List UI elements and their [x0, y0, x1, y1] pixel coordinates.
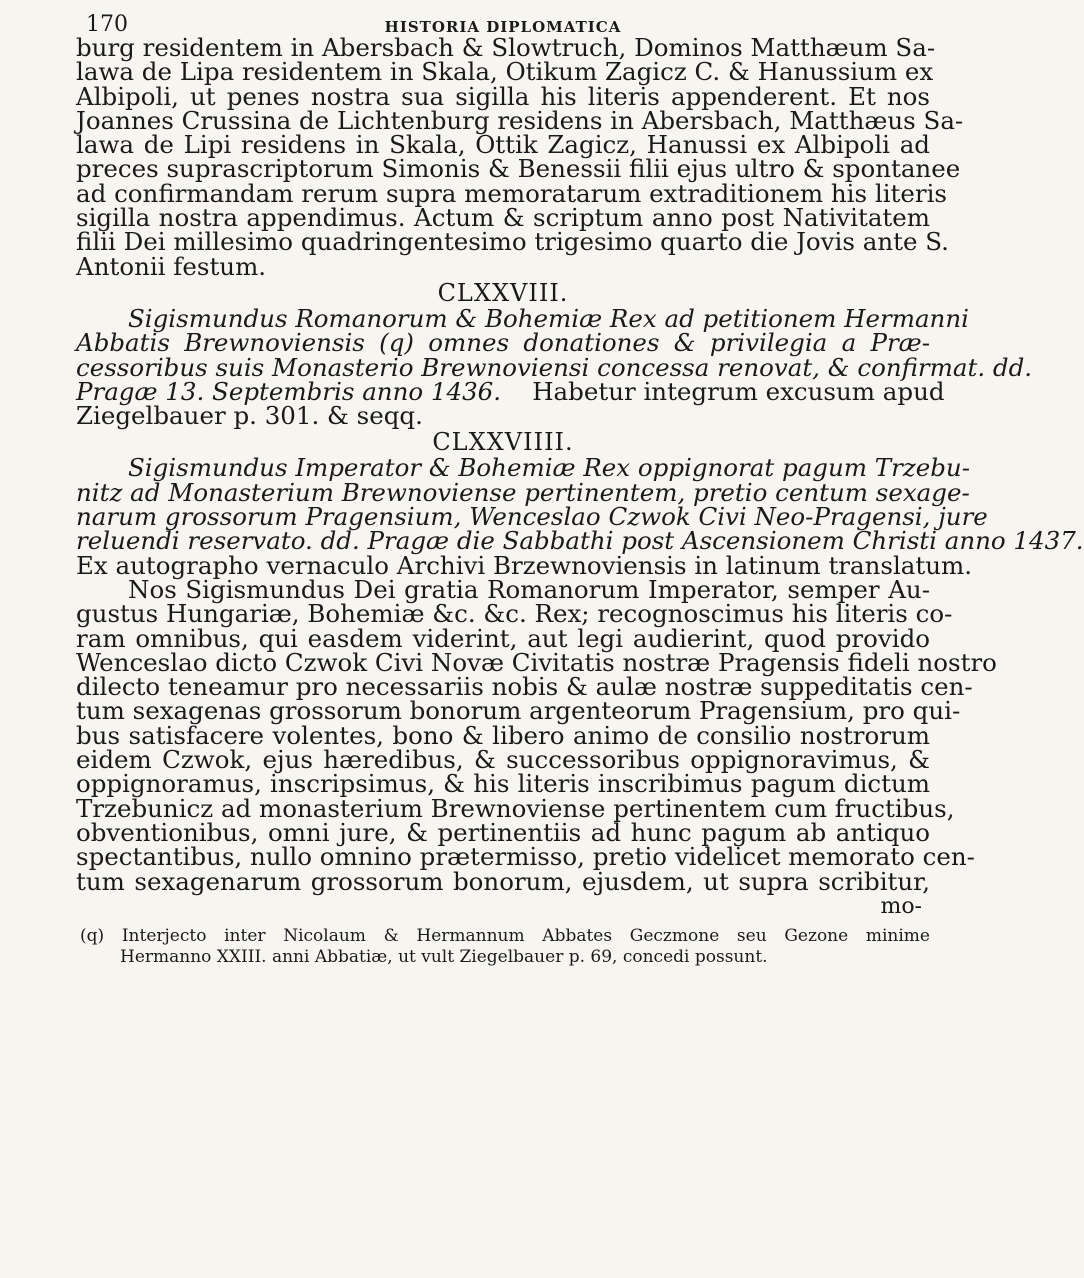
text-line: bus satisfacere volentes, bono & libero animo de consilio nostrorum [76, 720, 930, 750]
summary-line: Sigismundus Romanorum & Bohemiæ Rex ad petitionem Hermanni [128, 303, 969, 333]
text-line: Albipoli, ut penes nostra sua sigilla his literis appenderent. Et nos [76, 81, 930, 111]
top-paragraph [76, 33, 964, 281]
text-line: burg residentem in Abersbach & Slowtruch, Dominos Matthæum Sa- [76, 33, 936, 62]
reference-note-line: Ziegelbauer p. 301. & seqq. [76, 401, 423, 431]
text-line: eidem Czwok, ejus hæredibus, & successoribus oppignoravimus, & [76, 745, 930, 775]
text-line: sigilla nostra appendimus. Actum & scriptum anno post Nativitatem [76, 203, 930, 233]
section-summary-179 [76, 453, 1084, 556]
section-heading-178: CLXXVIII. [437, 278, 569, 307]
section-heading-179: CLXXVIIII. [432, 428, 574, 457]
running-head [76, 6, 930, 36]
text-line: preces suprascriptorum Simonis & Benessii filii ejus ultro & spontanee [76, 154, 961, 184]
footnote-line: (q) Interjecto inter Nicolaum & Hermannum Abbates Geczmone seu Gezone minime [80, 925, 930, 946]
text-line: Wenceslao dicto Czwok Civi Novæ Civitatis nostræ Pragensis fideli nostro [76, 647, 997, 677]
text-line: oppignoramus, inscripsimus, & his literis inscribimus pagum dictum [76, 769, 930, 799]
text-line: Trzebunicz ad monasterium Brewnoviense pertinentem cum fructibus, [76, 793, 955, 823]
page-number: 170 [86, 12, 128, 37]
summary-line: Abbatis Brewnoviensis (q) omnes donationes & privilegia a Præ- [76, 328, 930, 358]
catchword: mo- [880, 893, 922, 919]
text-line: ram omnibus, qui easdem viderint, aut legi audierint, quod provido [76, 623, 930, 653]
source-line: Ex autographo vernaculo Archivi Brzewnoviensis in latinum translatum. [76, 550, 973, 580]
text-line: dilecto teneamur pro necessariis nobis & aulæ nostræ suppeditatis cen- [76, 672, 973, 702]
text-line: Antonii festum. [76, 251, 267, 281]
footnote-line: Hermanno XXIII. anni Abbatiæ, ut vult Ziegelbauer p. 69, concedi possunt. [120, 946, 768, 967]
summary-line: nitz ad Monasterium Brewnoviense pertinentem, pretio centum sexage- [76, 477, 970, 507]
summary-line: reluendi reservato. dd. Pragæ die Sabbathi post Ascensionem Christi anno 1437. [76, 526, 1084, 556]
text-line: ad confirmandam rerum supra memoratarum extraditionem his literis [76, 178, 948, 208]
text-line: spectantibus, nullo omnino prætermisso, pretio videlicet memorato cen- [76, 842, 975, 872]
footnote-block [76, 926, 930, 968]
section-summary-178 [76, 303, 1033, 431]
summary-date: Pragæ 13. Septembris anno 1436. [76, 376, 502, 406]
text-line: Joannes Crussina de Lichtenburg residens in Abersbach, Matthæus Sa- [76, 105, 964, 135]
text-line: obventionibus, omni jure, & pertinentiis ad hunc pagum ab antiquo [76, 817, 930, 847]
text-line: lawa de Lipa residentem in Skala, Otikum Zagicz C. & Hanussium ex [76, 57, 934, 87]
text-line: lawa de Lipi residens in Skala, Ottik Zagicz, Hanussi ex Albipoli ad [76, 130, 930, 160]
running-title: HISTORIA DIPLOMATICA [384, 18, 622, 36]
text-line: filii Dei millesimo quadringentesimo trigesimo quarto die Jovis ante S. [76, 227, 949, 257]
reference-note: Habetur integrum excusum apud [532, 376, 945, 406]
charter-text [76, 550, 997, 896]
summary-line: narum grossorum Pragensium, Wenceslao Czwok Civi Neo-Pragensi, jure [76, 502, 988, 532]
summary-line: cessoribus suis Monasterio Brewnoviensi concessa renovat, & confirmat. dd. [76, 352, 1033, 382]
text-line: tum sexagenas grossorum bonorum argenteorum Pragensium, pro qui- [76, 696, 961, 726]
text-line: tum sexagenarum grossorum bonorum, ejusdem, ut supra scribitur, [76, 866, 930, 896]
text-line: gustus Hungariæ, Bohemiæ &c. &c. Rex; recognoscimus his literis co- [76, 599, 953, 629]
text-line: Nos Sigismundus Dei gratia Romanorum Imperator, semper Au- [128, 574, 930, 604]
summary-line: Sigismundus Imperator & Bohemiæ Rex oppignorat pagum Trzebu- [128, 453, 970, 483]
